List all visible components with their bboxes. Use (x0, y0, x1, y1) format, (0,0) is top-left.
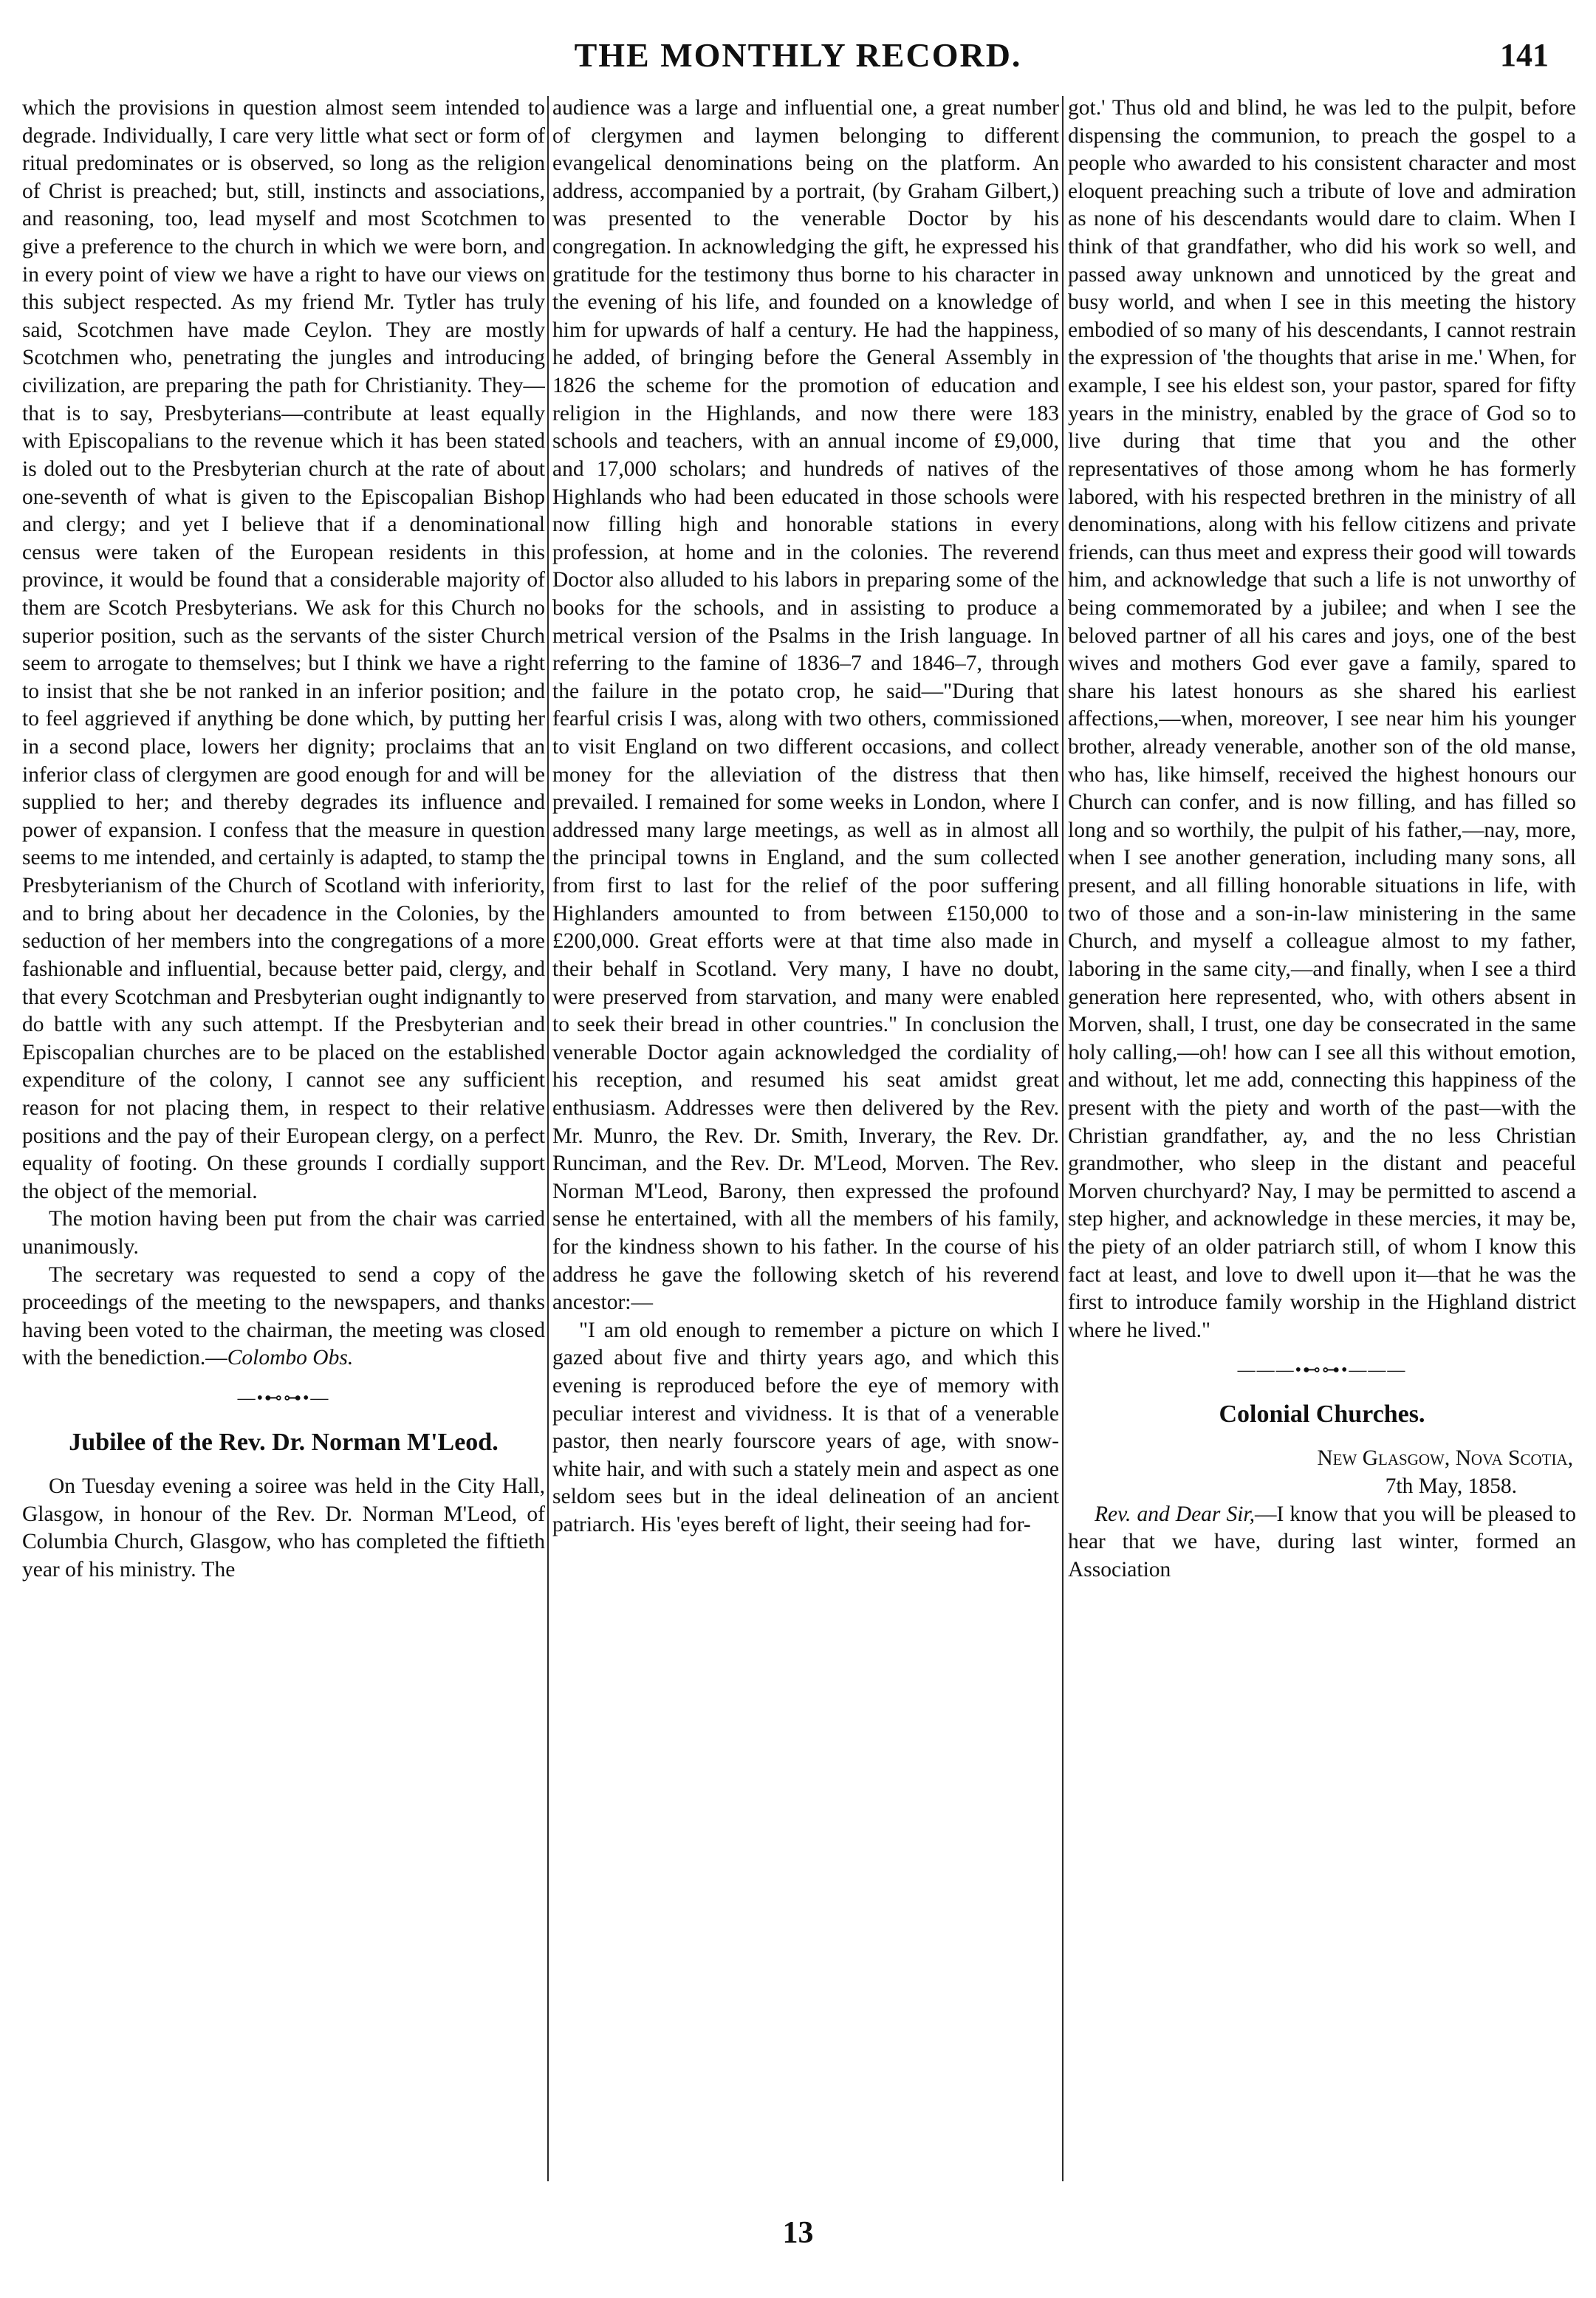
running-title: THE MONTHLY RECORD. (574, 36, 1022, 74)
article-paragraph: audience was a large and influential one, a great number of clergymen and laymen belonging to different evangelical denominations being on the platform. An address, accompanied by a portrait, (by Graham Gilbert,) was presented to the venerable Doctor by his congregation. In acknowledging the gift, he expressed his gratitude for the testimony thus borne to his character in the evening of his life, and founded on a knowledge of him for upwards of half a century. He had the happiness, he added, of bringing before the General Assembly in 1826 the scheme for the promotion of education and religion in the Highlands, and now there were 183 schools and teachers, with an annual income of £9,000, and 17,000 scholars; and hundreds of natives of the Highlands who had been educated in those schools were now filling high and honorable stations in every profession, at home and in the colonies. The reverend Doctor also alluded to his labors in preparing some of the books for the schools, and in assisting to produce a metrical version of the Psalms in the Irish language. In referring to the famine of 1836–7 and 1846–7, through the failure in the potato crop, he said—"During that fearful crisis I was, along with two others, commissioned to visit England on two different occasions, and collect money for the alleviation of the distress that then prevailed. I remained for some weeks in London, where I addressed many large meetings, as well as in almost all the principal towns in England, and the sum collected from first to last for the relief of the poor suffering Highlanders amounted to from between £150,000 to £200,000. Great efforts were at that time also made in their behalf in Scotland. Very many, I have no doubt, were preserved from starvation, and many were enabled to seek their bread in other countries." In conclusion the venerable Doctor again acknowledged the cordiality of his reception, and resumed his seat amidst great enthusiasm. Addresses were then delivered by the Rev. Mr. Munro, the Rev. Dr. Smith, Inverary, the Rev. Dr. Runciman, and the Rev. Dr. M'Leod, Morven. The Rev. Norman M'Leod, Barony, then expressed the profound sense he entertained, with all the members of his family, for the kindness shown to his father. In the course of his address he gave the following sketch of his reverend ancestor:— (552, 96, 1059, 1315)
section-heading: Jubilee of the Rev. Dr. Norman M'Leod. (69, 1428, 499, 1456)
article-paragraph: "I am old enough to remember a picture on which I gazed about five and thirty years ago, and which this evening is reproduced before the eye of memory with peculiar interest and vividness. It is that of a venerable pastor, then nearly fourscore years of age, with snow-white hair, and with such a stately mein and aspect as one seldom sees but in the ideal delineation of an ancient patriarch. His 'eyes bereft of light, their seeing had for- (552, 1318, 1059, 1537)
letter-date: 7th May, 1858. (1385, 1474, 1517, 1498)
article-paragraph (22, 1262, 545, 1372)
article-paragraph: The motion having been put from the chair was carried unanimously. (22, 1207, 545, 1259)
column-left (22, 95, 545, 2186)
source-credit: Colombo Obs. (227, 1346, 354, 1370)
column-right (1068, 95, 1576, 2186)
letter-text: —I know that you will be pleased to hear that we have, during last winter, formed an Association (1068, 1502, 1576, 1581)
running-head (0, 30, 1596, 81)
signature-mark: 13 (782, 2216, 814, 2250)
article-text: The secretary was requested to send a copy of the proceedings of the meeting to the newspapers, and thanks having been voted to the chairman, the meeting was closed with the benediction.— (22, 1262, 545, 1370)
letter-paragraph (1068, 1501, 1576, 1584)
column-rule (1062, 96, 1064, 2181)
column-middle (552, 95, 1059, 2186)
section-ornament: ———•⊷⊶•——— (1237, 1361, 1407, 1381)
section-heading: Colonial Churches. (1219, 1401, 1425, 1429)
section-ornament: —•⊷⊶•— (237, 1389, 330, 1409)
letter-dateline: New Glasgow, Nova Scotia, (1317, 1446, 1573, 1471)
letter-salutation: Rev. and Dear Sir, (1095, 1502, 1256, 1526)
article-paragraph: which the provisions in question almost seem intended to degrade. Individually, I care very little what sect or form of ritual predominates or is observed, so long as the religion of Christ is preached; but, still, instincts and associations, and reasoning, too, lead myself and most Scotchmen to give a preference to the church in which we were born, and in every point of view we have a right to have our views on this subject respected. As my friend Mr. Tytler has truly said, Scotchmen have made Ceylon. They are mostly Scotchmen who, penetrating the jungles and introducing civilization, are preparing the path for Christianity. They—that is to say, Presbyterians—contribute at least equally with Episcopalians to the revenue which it has been stated is doled out to the Presbyterian church at the rate of about one-seventh of what is given to the Episcopalian Bishop and clergy; and yet I believe that if a denominational census were taken of the European residents in this province, it would be found that a considerable majority of them are Scotch Presbyterians. We ask for this Church no superior position, such as the servants of the sister Church seem to arrogate to themselves; but I think we have a right to insist that she be not ranked in an inferior position; and to feel aggrieved if anything be done which, by putting her in a second place, lowers her dignity; proclaims that an inferior class of clergymen are good enough for and will be supplied to her; and thereby degrades its influence and power of expansion. I confess that the measure in question seems to me intended, and certainly is adapted, to stamp the Presbyterianism of the Church of Scotland with inferiority, and to bring about her decadence in the Colonies, by the seduction of her members into the congregations of a more fashionable and influential, because better paid, clergy, and that every Scotchman and Presbyterian ought indignantly to do battle with any such attempt. If the Presbyterian and Episcopalian churches are to be placed on the established expenditure of the colony, I cannot see any sufficient reason for not placing them, in respect to their relative positions and the pay of their European clergy, on a perfect equality of footing. On these grounds I cordially support the object of the memorial. (22, 96, 545, 1203)
page-number: 141 (1500, 37, 1549, 73)
column-rule (547, 96, 549, 2181)
article-paragraph: got.' Thus old and blind, he was led to the pulpit, before dispensing the communion, to preach the gospel to a people who awarded to his consistent character and most eloquent preaching such a tribute of love and admiration as none of his descendants would dare to claim. When I think of that grandfather, who did his work so well, and passed away unknown and unnoticed by the great and busy world, and when I see in this meeting the history embodied of so many of his descendants, I cannot restrain the expression of 'the thoughts that arise in me.' When, for example, I see his eldest son, your pastor, spared for fifty years in the ministry, enabled by the grace of God so to live during that time that you and the other representatives of those among whom he has formerly labored, with his respected brethren in the ministry of all denominations, along with his fellow citizens and private friends, can thus meet and express their good will towards him, and acknowledge that such a life is not unworthy of being commemorated by a jubilee; and when I see the beloved partner of all his cares and joys, one of the best wives and mothers God ever gave a family, spared to share his latest honours as she shared his earliest affections,—when, moreover, I see near him his younger brother, already venerable, another son of the old manse, who has, like himself, received the highest honours our Church can confer, and is now filling, and has filled so long and so worthily, the pulpit of his father,—nay, more, when I see another generation, including many sons, all present, and all filling honorable situations in life, with two of those and a son-in-law ministering in the same Church, and myself a colleague almost to my father, laboring in the same city,—and finally, when I see a third generation here represented, who, with others absent in Morven, shall, I trust, one day be consecrated in the same holy calling,—oh! how can I see all this without emotion, and without, let me add, connecting this happiness of the present with the piety and worth of the past—with the Christian grandfather, ay, and the no less Christian grandmother, who sleep in the distant and peaceful Morven churchyard? Nay, I may be permitted to ascend a step higher, and acknowledge in these mercies, it may be, the piety of an older patriarch still, of whom I know this fact at least, and love to dwell upon it—that he was the first to introduce family worship in the Highland district where he lived." (1068, 96, 1576, 1342)
article-paragraph: On Tuesday evening a soiree was held in the City Hall, Glasgow, in honour of the Rev. Dr. Norman M'Leod, of Columbia Church, Glasgow, who has completed the fiftieth year of his ministry. The (22, 1474, 545, 1581)
